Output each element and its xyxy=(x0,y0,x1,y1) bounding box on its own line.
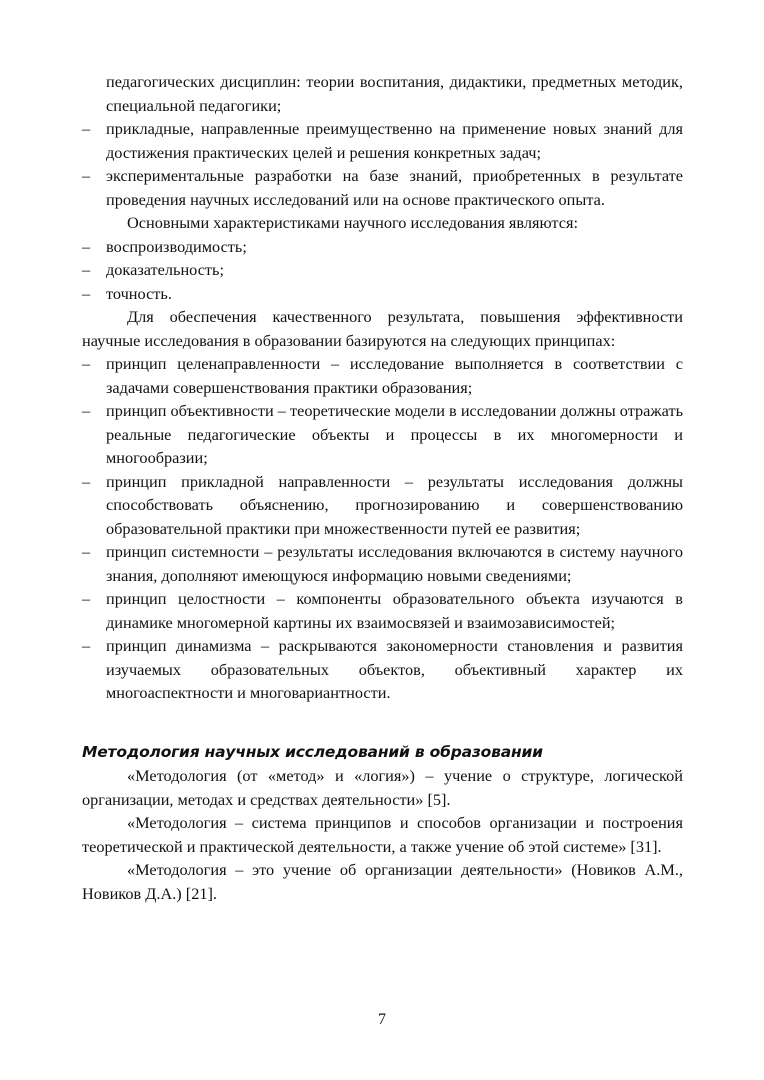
list-item-text: принцип объективности – теоретические модели в исследовании должны отражать реальные педагогические объекты и процессы в их многомерности и многообразии; xyxy=(106,401,683,467)
bullet-dash: – xyxy=(82,589,91,608)
bullet-dash: – xyxy=(82,236,91,256)
bullet-dash: – xyxy=(82,283,91,303)
list-item-text: принцип динамизма – раскрываются закономерности становления и развития изучаемых образовательных объектов, объективный характер их многоаспектности и многовариантности. xyxy=(106,636,683,702)
list-item-principle-systemic xyxy=(82,540,683,587)
bullet-dash: – xyxy=(82,354,91,373)
principles-intro: Для обеспечения качественного результата, повышения эффективности научные исследования в образовании базируются на следующих принципах: xyxy=(82,307,683,350)
characteristics-intro: Основными характеристиками научного исследования являются: xyxy=(127,213,578,232)
list-item-text: принцип системности – результаты исследования включаются в систему научного знания, дополняют имеющуюся информацию новыми сведениями; xyxy=(106,542,683,585)
list-item-reproducibility xyxy=(82,235,683,259)
list-item-experimental xyxy=(82,164,683,211)
bullet-dash: – xyxy=(82,401,91,420)
bullet-dash: – xyxy=(82,636,91,655)
list-item-applied xyxy=(82,117,683,164)
list-item-continuation: педагогических дисциплин: теории воспитания, дидактики, предметных методик, специальной педагогики; xyxy=(106,72,683,115)
list-item-text: принцип целостности – компоненты образовательного объекта изучаются в динамике многомерной картины их взаимосвязей и взаимозависимостей; xyxy=(106,589,683,632)
page-number: 7 xyxy=(378,1011,386,1028)
list-item-principle-purposefulness xyxy=(82,352,683,399)
list-item-principle-dynamism xyxy=(82,634,683,705)
bullet-dash: – xyxy=(82,166,91,185)
list-item-text: прикладные, направленные преимущественно на применение новых знаний для достижения практических целей и решения конкретных задач; xyxy=(106,119,683,162)
list-item-principle-integrity xyxy=(82,587,683,634)
list-item-principle-objectivity xyxy=(82,399,683,470)
list-item-text: доказательность; xyxy=(106,260,224,279)
list-item-provability xyxy=(82,258,683,282)
bullet-dash: – xyxy=(82,260,91,279)
list-item-text: экспериментальные разработки на базе знаний, приобретенных в результате проведения научных исследований или на основе практического опыта. xyxy=(106,166,683,209)
page-content xyxy=(82,70,683,905)
definition-paragraph: «Методология – это учение об организации деятельности» (Новиков А.М., Новиков Д.А.) [21]. xyxy=(82,860,683,903)
list-item-text: принцип целенаправленности – исследование выполняется в соответствии с задачами совершенствования практики образования; xyxy=(106,354,683,397)
definition-paragraph: «Методология (от «метод» и «логия») – учение о структуре, логической организации, методах и средствах деятельности» [5]. xyxy=(82,766,683,809)
bullet-dash: – xyxy=(82,471,91,491)
bullet-dash: – xyxy=(82,542,91,561)
list-item-accuracy xyxy=(82,282,683,306)
bullet-dash: – xyxy=(82,119,91,138)
list-item-text: воспроизводимость; xyxy=(106,236,247,256)
list-item-principle-applied xyxy=(82,470,683,541)
list-item-text: принцип прикладной направленности – результаты исследования должны способствовать объяснению, прогнозированию и совершенствованию образовательной практики при множественности путей ее развития; xyxy=(106,471,683,538)
definition-paragraph: «Методология – система принципов и способов организации и построения теоретической и практической деятельности, а также учение об этой системе» [31]. xyxy=(82,813,683,856)
section-heading: Методология научных исследований в образовании xyxy=(82,742,543,761)
list-item-text: точность. xyxy=(106,283,172,303)
